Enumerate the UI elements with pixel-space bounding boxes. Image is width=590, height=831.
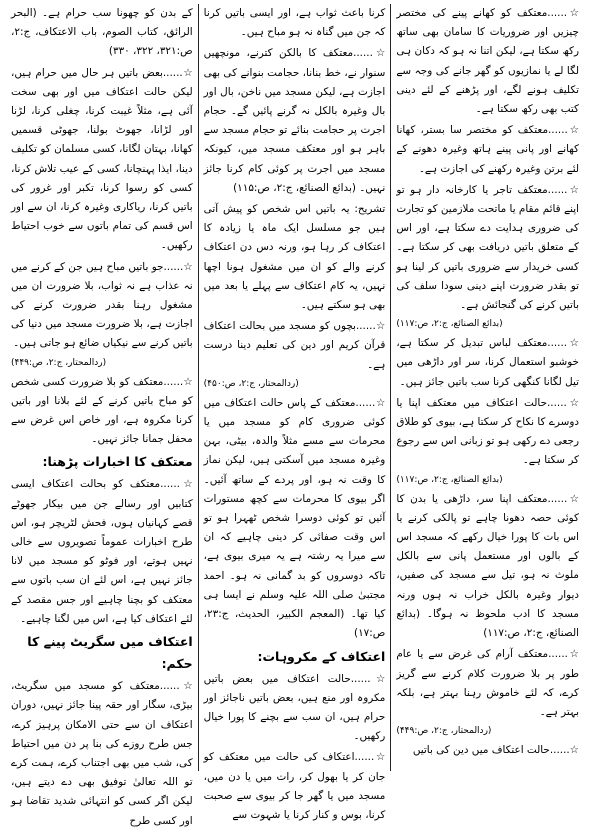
paragraph: ☆......معتکف کو مسجد میں سگریٹ، بیڑی، سگار اور حقہ پینا جائز نہیں، دوران اعتکاف ان سے حتی الامکان پرہیز کرے، جس طرح روزے کی بنا پر دن میں احتیاط کی، شب میں بھی اجتناب کرے، ہمت کرے تو اللہ تعالیٰ توفیق بھی دے دیتے ہیں، لیکن اگر کسی کو انتہائی شدید تقاضا ہو اور کسی طرح: [10, 680, 193, 827]
paragraph: ☆......معتکف کو مختصر سا بستر، کھانا کھانے اور پانی پینے ہاتھ وغیرہ دھونے کے لئے برتن وغیرہ رکھنے کی اجازت ہے۔: [396, 124, 579, 175]
paragraph: ☆......معتکف تاجر یا کارخانہ دار ہو تو اپنے قائم مقام یا ماتحت ملازمین کو تجارت کی ضروری ہدایت دے سکتا ہے، اور اس کے متعلق باتیں دریافت بھی کر سکتا ہے۔ کسی خریدار سے ضروری باتیں کر لینا ہو تو بقدر ضرورت اپنے دینی سودا سلف کی باتیں کرنے کی گنجائش ہے۔: [396, 183, 579, 312]
paragraph: ☆......بعض باتیں ہر حال میں حرام ہیں، لیکن حالت اعتکاف میں اور بھی سخت آئی ہے، مثلاً غیبت کرنا، چغلی کرنا، لڑنا اور لڑانا، جھوٹ بولنا، جھوٹی قسمیں کھانا، بہتان لگانا، کسی مسلمان کو تکلیف دینا، ایذا پہنچانا، کسی کے عیب تلاش کرنا، کسی کو رسوا کرنا، تکبر اور غرور کی باتیں کرنا، ریاکاری وغیرہ کرنا، ان سے اور اس قسم کی تمام باتوں سے خوب احتیاط رکھیں۔: [10, 66, 193, 252]
paragraph: ☆......جو باتیں مباح ہیں جن کے کرنے میں نہ عذاب ہے نہ ثواب، بلا ضرورت ان میں مشغول رہنا بقدر ضرورت کرنے کی اجازت ہے، بلا ضرورت مسجد میں دنیا کی باتیں کرنے سے نیکیاں ضائع ہو جاتی ہیں۔: [10, 260, 193, 350]
text-columns: [6, 4, 584, 827]
section-heading: اعتکاف میں سگریٹ پینے کا حکم:: [27, 634, 193, 672]
paragraph: کرنا باعث ثواب ہے، اور ایسی باتیں کرنا کہ جن میں گناہ نہ ہو مباح ہیں۔: [203, 7, 386, 39]
paragraph: ☆......معتکف اپنا سر، داڑھی یا بدن کا کوئی حصہ دھونا چاہے تو پالکی کرنے یا اس بات کا پورا خیال رکھے کہ مسجد اس کے بالوں اور مستعمل پانی سے بالکل ملوث نہ ہو، تیل سے مسجد کی صفیں، دیوار وغیرہ بالکل خراب نہ ہوں ورنہ مسجد کا ادب ملحوظ نہ ہوگا۔ (بدائع الصنائع، ج:۲، ص:۱۱۷): [396, 492, 579, 640]
paragraph: ☆......حالت اعتکاف میں دین کی باتیں: [412, 744, 579, 757]
section-heading: اعتکاف کے مکروہات:: [257, 648, 386, 664]
paragraph: ☆......معتکف کو بحالت اعتکاف ایسی کتابیں اور رسالے جن میں بیکار جھوٹے قصے کہانیاں ہوں، فحش لٹریچر ہو، اس طرح اخبارات عموماً تصویروں سے خالی نہیں ہوتے، اور فوٹو کو مسجد میں لانا جائز نہیں ہے، اس لئے ان سب باتوں سے معتکف کو بچنا چاہیے اور جس مقصد کے لئے اعتکاف کیا ہے، اس میں لگنا چاہیے۔: [10, 478, 193, 625]
paragraph: ☆......معتکف کو کھانے پینے کی مختصر چیزیں اور ضروریات کا سامان بھی ساتھ رکھ سکتا ہے، لیکن اتنا نہ ہو کہ دکان ہی لگا لے یا نمازیوں کو گھر جانے کی وجہ سے تکلیف ہونے لگے، اور پڑھنے کے لئے دینی کتب بھی رکھ سکتا ہے۔: [396, 7, 579, 116]
paragraph: ☆......معتکف کا بالکن کترنے، مونچھیں سنوار نے، خط بنانا، حجامت بنوانے کی بھی اجازت ہے، لیکن مسجد میں ناخن، بال اور بال وغیرہ بالکل نہ گرنے پائیں گے۔ حجام اجرت پر حجامت بنائے تو حجام مسجد سے باہر ہو اور معتکف مسجد میں، کیونکہ مسجد میں اجرت پر کوئی کام کرنا جائز نہیں۔ (بدائع الصنائع، ج:۲، ص:۱۱۵): [203, 47, 386, 194]
paragraph: کے بدن کو چھونا سب حرام ہے۔ (البحر الرائق، کتاب الصوم، باب الاعتکاف، ج:۲، ص:۳۲۱، ۳۲۲، ۳۳۰): [10, 7, 193, 58]
paragraph: تشریح: یہ باتیں اس شخص کو پیش آتی ہیں جو مسلسل ایک ماہ یا زیادہ کا اعتکاف کر رہا ہو، ورنہ دس دن اعتکاف کرنے والے کو ان میں مشغول ہونا اچھا نہیں، یہ کام اعتکاف سے پہلے یا بعد میں بھی ہو سکتے ہیں۔: [203, 203, 386, 312]
section-heading: معتکف کا اخبارات پڑھنا:: [42, 454, 193, 470]
column-left: [6, 4, 199, 827]
paragraph: ☆......اعتکاف کی حالت میں معتکف کو جان کر یا بھول کر، رات میں یا دن میں، مسجد میں یا گھر جا کر بیوی سے صحبت کرنا، بوس و کنار کرنا یا شہوت سے: [203, 751, 386, 821]
paragraph: ☆......معتکف کو بلا ضرورت کسی شخص کو مباح باتیں کرنے کے لئے بلانا اور باتیں کرنا مکروہ ہے، اور خاص اس غرض سے محفل جمانا جائز نہیں۔: [10, 375, 193, 446]
reference-citation: (بدائع الصنائع، ج:۲، ص:۱۱۷): [396, 474, 503, 485]
paragraph: ☆......معتکف کے پاس حالت اعتکاف میں کوئی ضروری کام کو مسجد میں یا محرمات سے مسے مثلاً والدہ، بیٹی، بہن وغیرہ مسجد میں آسکتی ہیں، لیکن نماز کا وقت نہ ہو، اور پردے کے ساتھ آئیں۔ اگر بیوی کا محرمات سے کچھ مستورات آئیں تو کوئی دوسرا شخص ٹھہرا ہو تو اس وقت صفائی کر دینی چاہیے کہ ان سے میرا یہ رشتہ ہے یہ میری بیوی ہے، تاکہ دوسروں کو بد گمانی نہ ہو۔ احمد مجتبیٰ صلی اللہ علیہ وسلم نے ایسا ہی کیا تھا۔ (المعجم الکبیر، الحدیث، ج:۲۳، ص:۱۷): [203, 396, 386, 640]
column-middle: [199, 4, 392, 821]
paragraph: ☆......معتکف آرام کی غرض سے یا عام طور پر بلا ضرورت کلام کرنے سے گریز کرے، کہ لئے خاموش رہنا بہتر ہے، بلکہ بہتر ہے۔: [396, 648, 579, 718]
paragraph: ☆......حالت اعتکاف میں بعض باتیں مکروہ اور منع ہیں، بعض باتیں ناجائز اور حرام ہیں، ان سب سے بچنے کا پورا خیال رکھیں۔: [203, 672, 386, 743]
reference-citation: (ردالمحتار، ج:۲، ص:۴۴۹): [396, 726, 492, 737]
paragraph: ☆......بچوں کو مسجد میں بحالت اعتکاف قرآن کریم اور دین کی تعلیم دینا درست ہے۔: [203, 320, 386, 371]
paragraph: ☆......حالت اعتکاف میں معتکف اپنا یا دوسرے کا نکاح کر سکتا ہے، بیوی کو طلاق رجعی دے رکھی ہو تو زبانی اس سے رجوع کر سکتا ہے۔: [396, 396, 579, 467]
paragraph: ☆......معتکف لباس تبدیل کر سکتا ہے، خوشبو استعمال کرنا، سر اور داڑھی میں تیل لگانا کنگھی کرنا سب باتیں جائز ہیں۔: [396, 337, 579, 388]
reference-citation: (بدائع الصنائع، ج:۲، ص:۱۱۷): [396, 319, 503, 330]
column-right: [391, 4, 584, 771]
reference-citation: (ردالمحتار، ج:۲، ص:۴۵۰): [203, 378, 299, 389]
reference-citation: (ردالمحتار، ج:۲، ص:۴۴۹): [10, 357, 107, 368]
